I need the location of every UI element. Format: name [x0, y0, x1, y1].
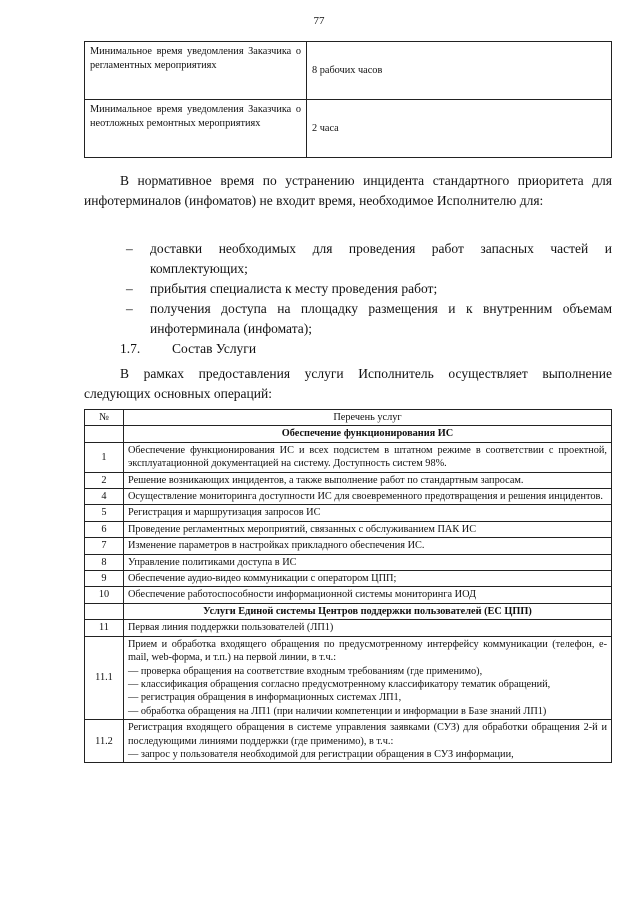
- row-text: Осуществление мониторинга доступности ИС для своевременного предотвращения и решения инцидентов.: [124, 489, 612, 505]
- row-text: [124, 636, 612, 719]
- table-row: [85, 587, 612, 603]
- row-number: 5: [85, 505, 124, 521]
- table-row: [85, 571, 612, 587]
- table-header-row: [85, 410, 612, 426]
- list-dash: –: [126, 281, 133, 296]
- table-row: [85, 42, 612, 100]
- row-text: Решение возникающих инцидентов, а также выполнение работ по стандартным запросам.: [124, 472, 612, 488]
- row-number: 11.1: [85, 636, 124, 719]
- page-number: 77: [313, 15, 325, 27]
- paragraph-operations: В рамках предоставления услуги Исполнитель осуществляет выполнение следующих основных операций:: [84, 366, 612, 401]
- row-number: 1: [85, 442, 124, 472]
- row-text: Проведение регламентных мероприятий, связанных с обслуживанием ПАК ИС: [124, 521, 612, 537]
- table-cell-label: Минимальное время уведомления Заказчика о неотложных ремонтных мероприятиях: [85, 100, 307, 158]
- row-number: 6: [85, 521, 124, 537]
- row-line: — проверка обращения на соответствие входным требованиям (где применимо),: [128, 665, 483, 677]
- row-line: Прием и обработка входящего обращения по предусмотренному интерфейсу коммуникации (телефон, e-mail, web-форма, и т.п.) на первой линии, в т.ч.:: [128, 638, 607, 664]
- row-text: Обеспечение функционирования ИС и всех подсистем в штатном режиме в соответствии с проектной, эксплуатационной документацией на систему. Доступность систем 98%.: [124, 442, 612, 472]
- table-cell-value: 8 рабочих часов: [307, 42, 612, 100]
- services-table: [84, 409, 612, 763]
- table-row: [85, 538, 612, 554]
- row-number: 11: [85, 620, 124, 636]
- list-item-text: получения доступа на площадку размещения и к внутренним объемам инфотерминала (инфомата);: [150, 301, 612, 336]
- section-row: [85, 426, 612, 442]
- row-number: 10: [85, 587, 124, 603]
- row-text: Изменение параметров в настройках прикладного обеспечения ИС.: [124, 538, 612, 554]
- row-text: [124, 720, 612, 763]
- section-title-functioning: Обеспечение функционирования ИС: [124, 426, 612, 442]
- table-row: [85, 505, 612, 521]
- table-row: [85, 636, 612, 719]
- list-item-text: доставки необходимых для проведения работ запасных частей и комплектующих;: [150, 241, 612, 276]
- row-number: 9: [85, 571, 124, 587]
- row-number: 7: [85, 538, 124, 554]
- section-number: 1.7.: [120, 341, 141, 356]
- exclusions-list: [120, 239, 612, 339]
- row-line: — регистрация обращения в информационных системах ЛП1,: [128, 692, 402, 704]
- list-item: [120, 299, 612, 339]
- section-title-user-support: Услуги Единой системы Центров поддержки пользователей (ЕС ЦПП): [124, 603, 612, 619]
- list-item: [120, 279, 612, 299]
- table-row: [85, 442, 612, 472]
- table-row: [85, 720, 612, 763]
- table-row: [85, 554, 612, 570]
- row-number: 2: [85, 472, 124, 488]
- notification-time-table: [84, 41, 612, 158]
- row-number: 11.2: [85, 720, 124, 763]
- table-cell-label: Минимальное время уведомления Заказчика о регламентных мероприятиях: [85, 42, 307, 100]
- list-item-text: прибытия специалиста к месту проведения работ;: [150, 281, 438, 296]
- row-number: 8: [85, 554, 124, 570]
- row-line: Регистрация входящего обращения в системе управления заявками (СУЗ) для обработки обращения 2-й и последующими линиями поддержки (где применимо), в т.ч.:: [128, 722, 607, 747]
- row-number: 4: [85, 489, 124, 505]
- table-row: [85, 489, 612, 505]
- section-row: [85, 603, 612, 619]
- list-dash: –: [126, 241, 133, 256]
- table-row: [85, 472, 612, 488]
- row-text: Регистрация и маршрутизация запросов ИС: [124, 505, 612, 521]
- row-line: — запрос у пользователя необходимой для регистрации обращения в СУЗ информации,: [128, 748, 514, 760]
- row-text: Первая линия поддержки пользователей (ЛП1): [124, 620, 612, 636]
- row-text: Обеспечение работоспособности информационной системы мониторинга ИОД: [124, 587, 612, 603]
- header-no: №: [85, 410, 124, 426]
- section-heading: [120, 339, 256, 359]
- list-dash: –: [126, 301, 133, 316]
- header-services: Перечень услуг: [124, 410, 612, 426]
- paragraph-standard-priority: В нормативное время по устранению инцидента стандартного приоритета для инфотерминалов (инфоматов) не входит время, необходимое Исполнителю для:: [84, 173, 612, 208]
- row-line: — обработка обращения на ЛП1 (при наличии компетенции и информации в Базе знаний ЛП1): [128, 705, 547, 717]
- row-text: Обеспечение аудио-видео коммуникации с оператором ЦПП;: [124, 571, 612, 587]
- row-text: Управление политиками доступа в ИС: [124, 554, 612, 570]
- list-item: [120, 239, 612, 279]
- row-line: — классификация обращения согласно предусмотренному классификатору тематик обращений,: [128, 678, 551, 690]
- section-title: Состав Услуги: [172, 341, 257, 356]
- table-row: [85, 521, 612, 537]
- table-cell-value: 2 часа: [307, 100, 612, 158]
- table-row: [85, 100, 612, 158]
- table-row: [85, 620, 612, 636]
